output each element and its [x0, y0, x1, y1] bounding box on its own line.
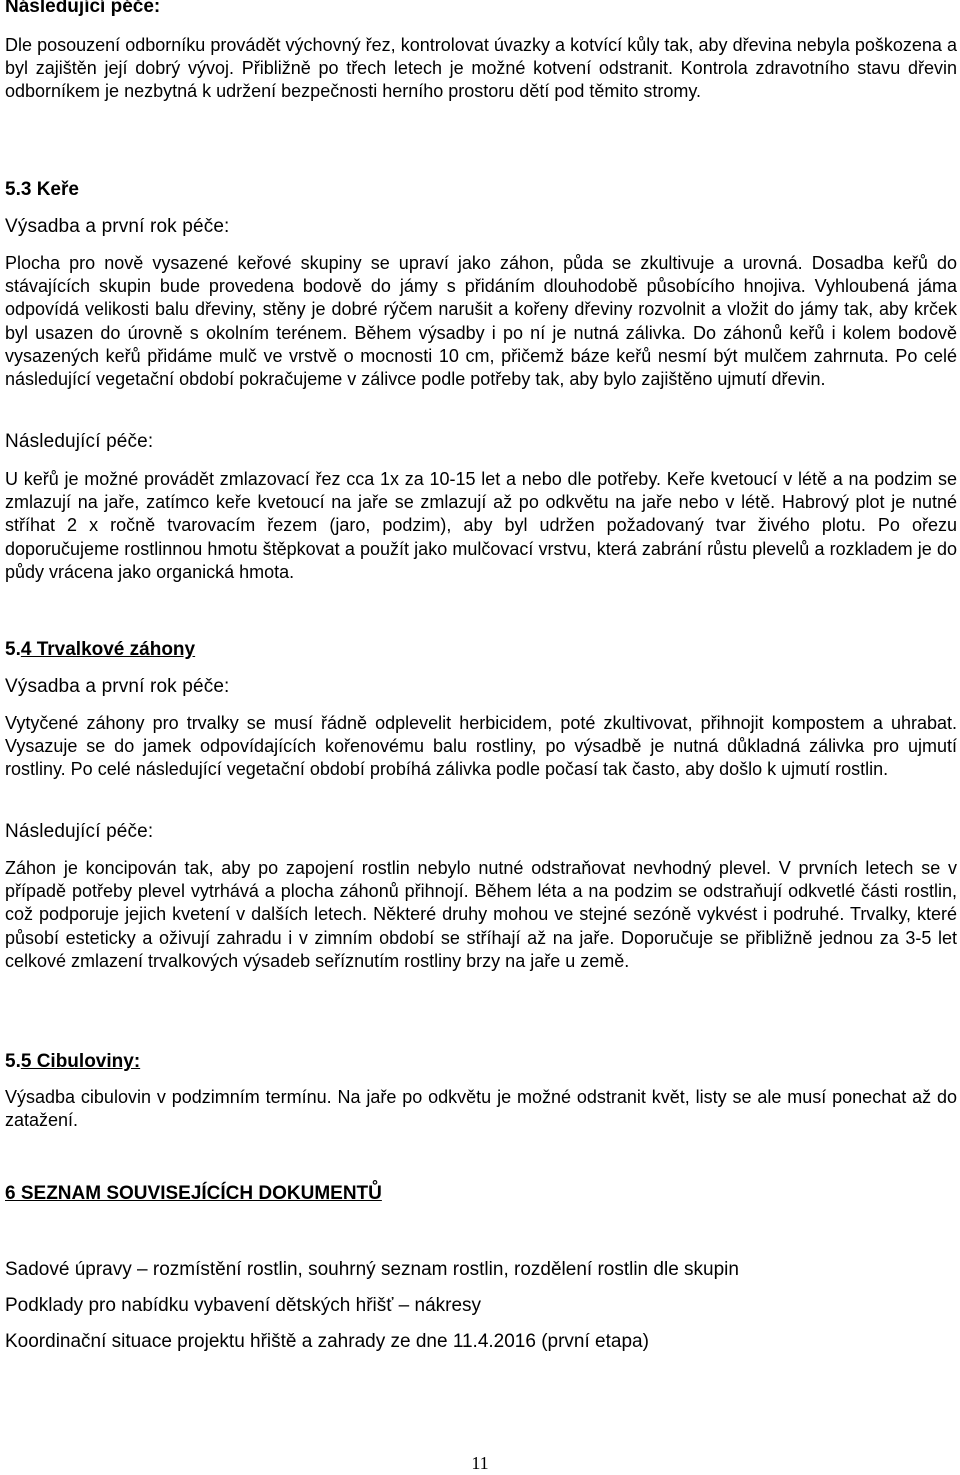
section-5-5-paragraph: Výsadba cibulovin v podzimním termínu. Na jaře po odkvětu je možné odstranit květ, listy se ale musí ponechat až do zatažení. [5, 1087, 957, 1131]
section-5-3-planting-heading: Výsadba a první rok péče: [5, 216, 230, 237]
section-5-5-heading [5, 1050, 957, 1074]
section-5-4-title: 4 Trvalkové záhony [20, 639, 196, 660]
section-5-4-heading [5, 638, 957, 662]
section-6-heading [5, 1182, 957, 1206]
section-5-4-care-paragraph: Záhon je koncipován tak, aby po zapojení rostlin nebylo nutné odstraňovat nevhodný plevel. V prvních letech se v případě potřeby plevel vytrhává a plocha záhonů přihnojí. Během léta a na podzim se odstraňují odkvetlé části rostlin, což podporuje jejich kvetení v dalších letech. Některé druhy mohou ve stejné sezóně vykvést i podruhé. Trvalky, které působí esteticky a oživují zahradu i v zimním období se stříhají až na jaře. Doporučuje se přibližně jednou za 3-5 let celkové zmlazení trvalkových výsadeb seříznutím rostliny brzy na jaře u země. [5, 858, 957, 971]
section-5-3-planting-paragraph: Plocha pro nově vysazené keřové skupiny se upraví jako záhon, půda se zkultivuje a urovná. Dosadba keřů do stávajících skupin bude provedena bodově do jámy s přidáním dlouhodobě působícího hnojiva. Vyhloubená jáma odpovídá velikosti balu dřeviny, stěny je dobré rýčem narušit a kořeny dřeviny rozvolnit a vložit do jámy tak, aby krček byl usazen do úrovně s okolním terénem. Během výsadby i po ní je nutná zálivka. Do záhonů keřů i kolem bodově vysazených keřů přidáme mulč ve vrstvě o mocnosti 10 cm, přičemž báze keřů nesmí být mulčem zahrnuta. Po celé následující vegetační období pokračujeme v zálivce podle potřeby tak, aby bylo zajištěno ujmutí dřevin. [5, 253, 957, 390]
section-5-4-planting-paragraph: Vytyčené záhony pro trvalky se musí řádně odplevelit herbicidem, poté zkultivovat, přihnojit kompostem a uhrabat. Vysazuje se do jamek odpovídajících kořenovému balu rostliny, po výsadbě je nutná důkladná zálivka pro ujmutí rostliny. Po celé následující vegetační období probíhá zálivka podle počasí tak často, aby došlo k ujmutí rostlin. [5, 713, 957, 780]
page-number: 11 [471, 1453, 489, 1473]
related-document-item: Koordinační situace projektu hřiště a zahrady ze dne 11.4.2016 (první etapa) [5, 1331, 649, 1352]
section-6-title: 6 SEZNAM SOUVISEJÍCÍCH DOKUMENTŮ [5, 1183, 382, 1204]
section-5-5-number: 5. [5, 1051, 21, 1072]
section-5-3-heading: 5.3 Keře [5, 179, 79, 200]
section-5-4-planting-heading: Výsadba a první rok péče: [5, 676, 230, 697]
section-5-4-number: 5. [5, 639, 21, 660]
section-5-4-care-heading: Následující péče: [5, 821, 154, 842]
top-care-paragraph: Dle posouzení odborníku provádět výchovný řez, kontrolovat úvazky a kotvící kůly tak, aby dřevina nebyla poškozena a byl zajištěn její dobrý vývoj. Přibližně po třech letech je možné kotvení odstranit. Kontrola zdravotního stavu dřevin odborníkem je nezbytná k udržení bezpečnosti herního prostoru dětí pod těmito stromy. [5, 35, 957, 102]
related-document-item: Sadové úpravy – rozmístění rostlin, souhrný seznam rostlin, rozdělení rostlin dle skupin [5, 1259, 739, 1280]
top-care-heading: Následující péče: [5, 0, 161, 17]
section-5-3-care-paragraph: U keřů je možné provádět zmlazovací řez cca 1x za 10-15 let a nebo dle potřeby. Keře kvetoucí v létě a na podzim se zmlazují na jaře, zatímco keře kvetoucí na jaře se zmlazují až po odkvětu na jaře nebo v létě. Habrový plot je nutné stříhat 2 x ročně tvarovacím řezem (jaro, podzim), aby byl udržen požadovaný tvar živého plotu. Po ořezu doporučujeme rostlinnou hmotu štěpkovat a použít jako mulčovací vrstvu, která zabrání růstu plevelů a rozkladem je do půdy vrácena jako organická hmota. [5, 469, 957, 582]
section-5-5-title: 5 Cibuloviny: [20, 1051, 141, 1072]
related-document-item: Podklady pro nabídku vybavení dětských hřišť – nákresy [5, 1295, 482, 1316]
section-5-3-care-heading: Následující péče: [5, 431, 154, 452]
